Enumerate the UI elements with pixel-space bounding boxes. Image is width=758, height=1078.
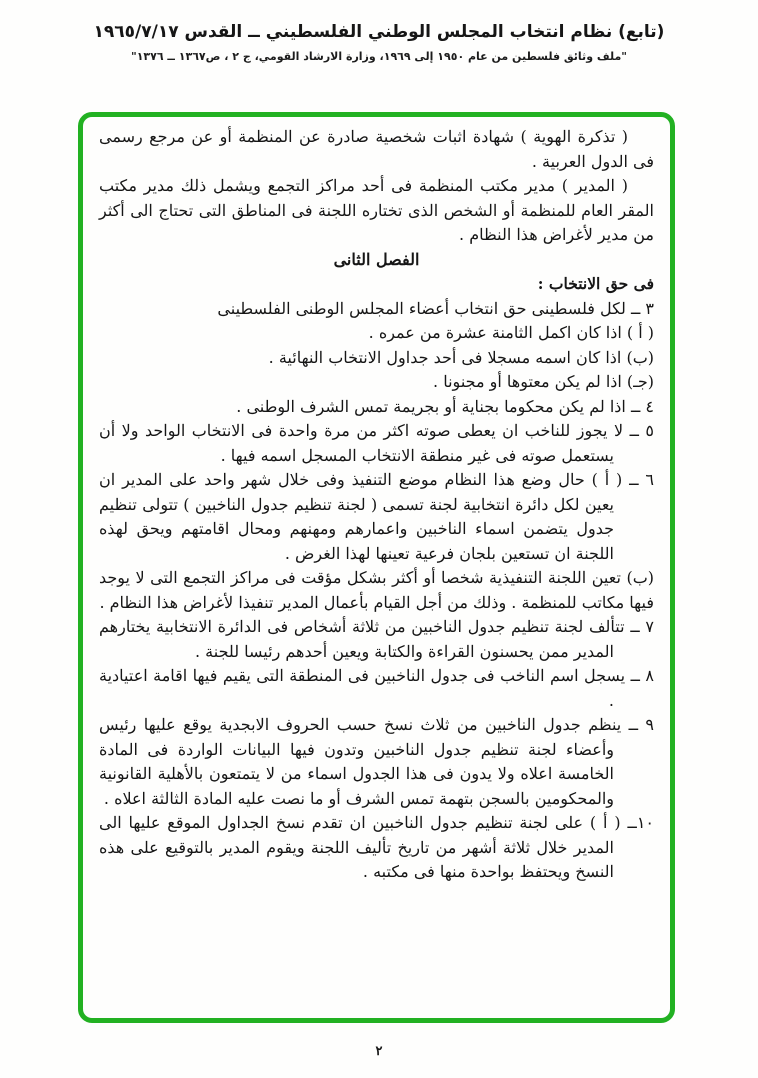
definition-director: ( المدير ) مدير مكتب المنظمة فى أحد مراكز التجمع ويشمل ذلك مدير مكتب المقر العام للمنظمة أو الشخص الذى تختاره اللجنة فى المناطق التى تحتاج الى أكثر من مدير لأغراض هذا النظام . <box>99 176 654 244</box>
article-3-number: ٣ ــ <box>630 298 654 318</box>
article-8 <box>99 664 654 713</box>
article-6-clause-a <box>99 468 654 566</box>
article-3 <box>99 297 654 395</box>
article-7-body: تتألف لجنة تنظيم جدول الناخبين من ثلاثة أشخاص فى الدائرة الانتخابية يختارهم المدير ممن يحسنون القراءة والكتابة ويعين أحدهم رئيسا للجنة . <box>99 617 625 661</box>
article-9 <box>99 713 654 811</box>
article-3-body: لكل فلسطينى حق انتخاب أعضاء المجلس الوطنى الفلسطينى <box>217 298 626 318</box>
article-10-clause-a <box>99 811 654 885</box>
document-source-citation: "ملف وثائق فلسطين من عام ١٩٥٠ إلى ١٩٦٩، وزارة الارشاد القومي، ج ٢ ، ص١٣٦٧ ــ ١٣٧٦" <box>130 50 627 63</box>
document-title: (تابع) نظام انتخاب المجلس الوطني الفلسطيني ــ القدس ١٩٦٥/٧/١٧ <box>93 22 665 42</box>
article-6 <box>99 468 654 615</box>
article-3-text <box>99 297 654 322</box>
article-9-body: ينظم جدول الناخبين من ثلاث نسخ حسب الحروف الابجدية يوقع عليها رئيس وأعضاء لجنة تنظيم جدول الناخبين وتدون فيها البيانات الواردة فى المادة الخامسة اعلاه ولا يدون فى هذا الجدول اسماء من لا يتمتعون بالأهلية القانونية والمحكومين بالسجن بتهمة تمس الشرف أو ما نصت عليه المادة الثالثة اعلاه . <box>99 715 622 808</box>
article-10-body: ( أ ) على لجنة تنظيم جدول الناخبين ان تقدم نسخ الجداول الموقع عليها الى المدير خلال ثلاثة أشهر من تاريخ تأليف اللجنة ويقوم المدير بالتوقيع على هذه النسخ ويحتفظ بواحدة منها فى مكتبه . <box>99 813 621 881</box>
definition-identity-card: ( تذكرة الهوية ) شهادة اثبات شخصية صادرة عن المنظمة أو عن مرجع رسمى فى الدول العربية . <box>99 127 654 171</box>
content-frame <box>78 112 675 1023</box>
article-6-number: ٦ ــ <box>629 470 654 489</box>
article-3-clause-b: (ب) اذا كان اسمه مسجلا فى أحد جداول الانتخاب النهائية . <box>268 347 654 367</box>
chapter-heading: الفصل الثانى <box>333 249 420 269</box>
article-7 <box>99 615 654 664</box>
section-heading: فى حق الانتخاب : <box>537 274 654 293</box>
article-8-number: ٨ ــ <box>630 666 654 685</box>
article-3-clause-a: ( أ ) اذا كان اكمل الثامنة عشرة من عمره . <box>368 323 654 342</box>
page-header <box>0 22 758 63</box>
article-6-body: ( أ ) حال وضع هذا النظام موضع التنفيذ وفى خلال شهر واحد على المدير ان يعين لكل دائرة انتخابية لجنة تسمى ( لجنة تنظيم جدول الناخبين ) تتولى تنظيم جدول يتضمن اسماء الناخبين واعمارهم ومهنهم ومحال اقامتهم ويحق لهذه اللجنة ان تستعين بلجان فرعية تعينها لهذا الغرض . <box>99 470 623 563</box>
article-5 <box>99 419 654 468</box>
article-8-body: يسجل اسم الناخب فى جدول الناخبين فى المنطقة التى يقيم فيها اقامة اعتيادية . <box>99 666 626 710</box>
article-5-body: لا يجوز للناخب ان يعطى صوته اكثر من مرة واحدة فى الانتخاب الواحد ولا أن يستعمل صوته فى غير منطقة الانتخاب المسجل اسمه فيها . <box>99 421 624 465</box>
article-4-number: ٤ ــ <box>630 396 654 416</box>
article-5-number: ٥ ــ <box>629 421 654 440</box>
page-number: ٢ <box>375 1044 383 1059</box>
article-9-number: ٩ ــ <box>628 715 654 734</box>
article-3-clause-j: (جـ) اذا لم يكن معتوها أو مجنونا . <box>433 372 654 391</box>
article-4 <box>99 395 654 420</box>
article-4-body: اذا لم يكن محكوما بجناية أو بجريمة تمس الشرف الوطنى . <box>236 396 626 416</box>
article-6-clause-b: (ب) تعين اللجنة التنفيذية شخصا أو أكثر بشكل مؤقت فى مراكز التجمع التى لا يوجد فيها مكاتب للمنظمة . وذلك من أجل القيام بأعمال المدير تنفيذا لأغراض هذا النظام . <box>99 568 654 612</box>
article-10-number: ١٠ــ <box>627 813 655 832</box>
article-7-number: ٧ ــ <box>630 617 654 636</box>
